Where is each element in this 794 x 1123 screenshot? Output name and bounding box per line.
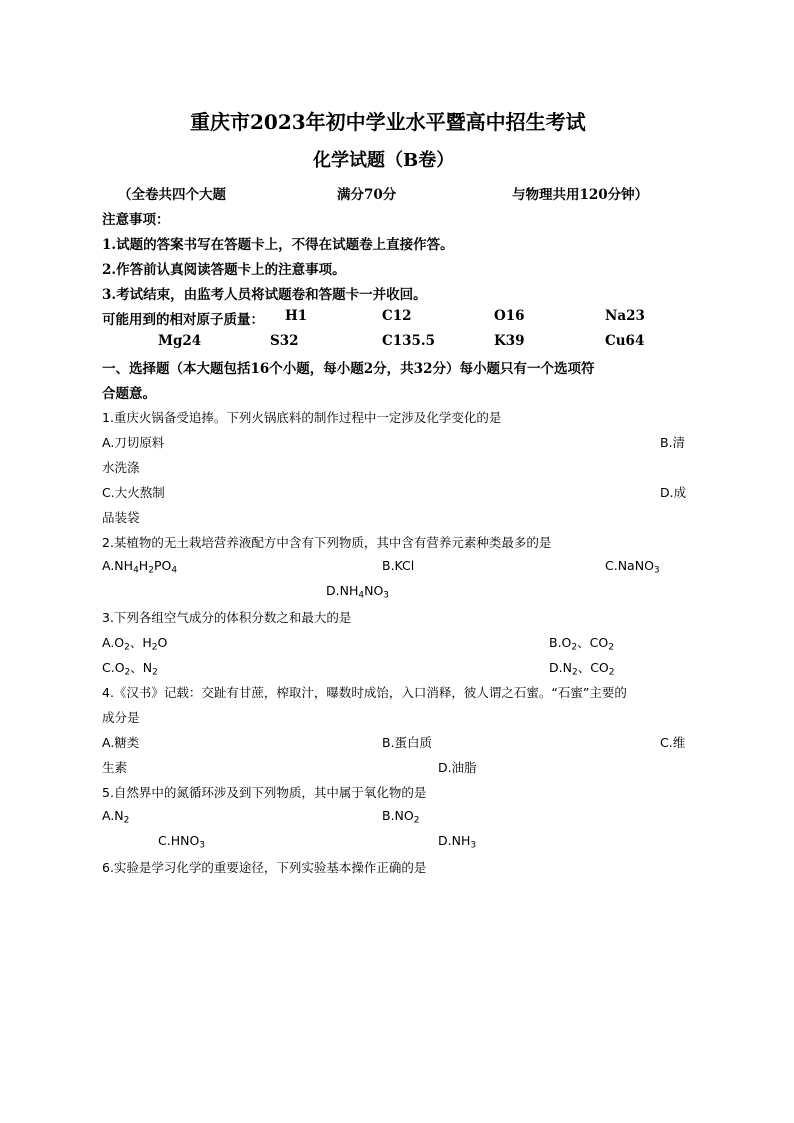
exam-info-time: 与物理共用120分钟） bbox=[512, 187, 649, 203]
atomic-mass-cl: C135.5 bbox=[382, 333, 436, 349]
question-6-stem: 6.实验是学习化学的重要途径，下列实验基本操作正确的是 bbox=[102, 860, 427, 875]
exam-title: 重庆市2023年初中学业水平暨高中招生考试 bbox=[190, 110, 586, 134]
exam-info-score: 满分70分 bbox=[337, 187, 397, 203]
question-5-option-c: $C.HNO_3$ bbox=[158, 833, 206, 851]
atomic-mass-h: H1 bbox=[285, 308, 308, 324]
question-3-option-c: $C.O_2$、$N_2$ bbox=[102, 660, 158, 678]
question-3-option-a: $A.O_2$、$H_2O$ bbox=[102, 635, 168, 653]
notice-item-3: 3.考试结束，由监考人员将试题卷和答题卡一并收回。 bbox=[102, 287, 427, 303]
question-5-stem: 5.自然界中的氮循环涉及到下列物质，其中属于氧化物的是 bbox=[102, 785, 427, 800]
section-heading-cont: 合题意。 bbox=[102, 386, 156, 402]
exam-info-scope: （全卷共四个大题 bbox=[118, 187, 226, 203]
question-2-option-b: B.KCl bbox=[382, 558, 415, 573]
question-2-option-d: $D.NH_4NO_3$ bbox=[326, 583, 390, 601]
atomic-mass-cu: Cu64 bbox=[605, 333, 645, 349]
atomic-mass-c: C12 bbox=[382, 308, 412, 324]
atomic-mass-label: 可能用到的相对原子质量： bbox=[102, 312, 264, 328]
question-1-option-d: D.成 bbox=[660, 485, 687, 500]
atomic-mass-na: Na23 bbox=[605, 308, 645, 324]
question-3-stem: 3.下列各组空气成分的体积分数之和最大的是 bbox=[102, 610, 352, 625]
question-5-option-b: $B.NO_2$ bbox=[382, 808, 420, 826]
question-4-option-d: D.油脂 bbox=[438, 760, 477, 775]
atomic-mass-s: S32 bbox=[270, 333, 299, 349]
notice-item-2: 2.作答前认真阅读答题卡上的注意事项。 bbox=[102, 262, 346, 278]
question-4-stem: 4.《汉书》记载：交趾有甘蔗，榨取汁，曝数时成饴，入口消释，彼人谓之石蜜。“石蜜”主要的 bbox=[102, 685, 627, 700]
section-heading: 一、选择题（本大题包括16个小题，每小题2分，共32分）每小题只有一个选项符 bbox=[102, 361, 595, 377]
question-2-stem: 2.某植物的无土栽培营养液配方中含有下列物质，其中含有营养元素种类最多的是 bbox=[102, 535, 552, 550]
atomic-mass-mg: Mg24 bbox=[158, 333, 202, 349]
question-1-option-c: C.大火熬制 bbox=[102, 485, 165, 500]
question-4-stem-cont: 成分是 bbox=[102, 710, 140, 725]
question-1-option-b: B.清 bbox=[660, 435, 686, 450]
atomic-mass-o: O16 bbox=[494, 308, 525, 324]
atomic-mass-k: K39 bbox=[494, 333, 525, 349]
notice-heading: 注意事项： bbox=[102, 212, 170, 228]
question-1-option-a: A.刀切原料 bbox=[102, 435, 165, 450]
question-5-option-d: $D.NH_3$ bbox=[438, 833, 477, 851]
question-4-option-a: A.糖类 bbox=[102, 735, 140, 750]
question-2-option-a: $A.NH_4H_2PO_4$ bbox=[102, 558, 178, 576]
question-3-option-d: $D.N_2$、$CO_2$ bbox=[549, 660, 615, 678]
question-4-option-c-cont: 生素 bbox=[102, 760, 128, 775]
question-3-option-b: $B.O_2$、$CO_2$ bbox=[549, 635, 614, 653]
question-1-option-b-cont: 水洗涤 bbox=[102, 460, 140, 475]
notice-item-1: 1.试题的答案书写在答题卡上，不得在试题卷上直接作答。 bbox=[102, 237, 454, 253]
question-4-option-b: B.蛋白质 bbox=[382, 735, 433, 750]
exam-subtitle: 化学试题（B卷） bbox=[313, 150, 455, 171]
question-1-option-d-cont: 品装袋 bbox=[102, 510, 140, 525]
question-2-option-c: C.NaNO$_3$ bbox=[605, 558, 660, 576]
question-5-option-a: $A.N_2$ bbox=[102, 808, 130, 826]
question-4-option-c: C.维 bbox=[660, 735, 686, 750]
question-1-stem: 1.重庆火锅备受追捧。下列火锅底料的制作过程中一定涉及化学变化的是 bbox=[102, 410, 502, 425]
